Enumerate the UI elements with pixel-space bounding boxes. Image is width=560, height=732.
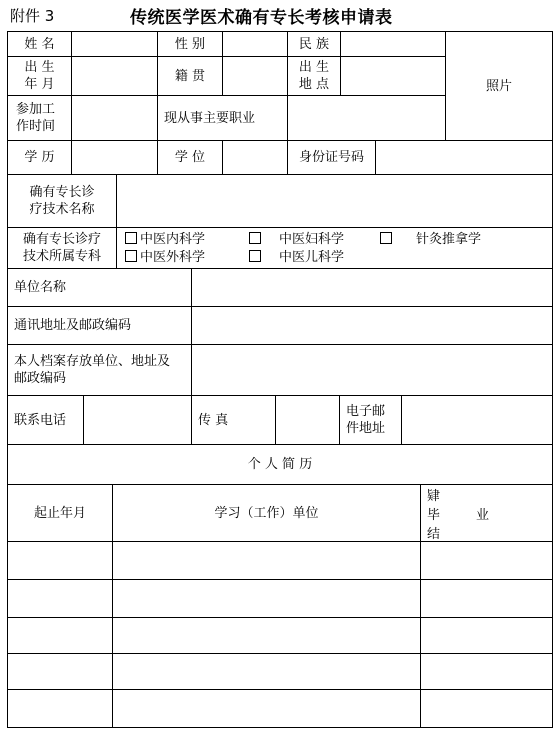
skill-name-field[interactable] bbox=[116, 174, 552, 227]
resume-cell[interactable] bbox=[7, 689, 112, 727]
ethnicity-field[interactable] bbox=[340, 31, 445, 56]
label-skill-name: 确有专长诊 疗技术名称 bbox=[7, 174, 116, 227]
label-education: 学 历 bbox=[7, 140, 71, 174]
resume-cell[interactable] bbox=[112, 617, 420, 653]
label-birthplace: 出 生 地 点 bbox=[287, 56, 340, 95]
label-occupation: 现从事主要职业 bbox=[157, 95, 287, 140]
fax-field[interactable] bbox=[275, 395, 339, 444]
label-skill-category: 确有专长诊疗 技术所属专科 bbox=[7, 227, 116, 268]
resume-cell[interactable] bbox=[420, 541, 552, 579]
completion-char: 毕 bbox=[427, 508, 441, 523]
label-phone: 联系电话 bbox=[7, 395, 83, 444]
checkbox[interactable] bbox=[125, 250, 137, 262]
degree-field[interactable] bbox=[222, 140, 287, 174]
resume-cell[interactable] bbox=[112, 579, 420, 617]
resume-cell[interactable] bbox=[420, 653, 552, 689]
label-name: 姓 名 bbox=[7, 31, 71, 56]
label-id-number: 身份证号码 bbox=[287, 140, 375, 174]
resume-cell[interactable] bbox=[7, 653, 112, 689]
birthplace-field[interactable] bbox=[340, 56, 445, 95]
completion-char: 结 bbox=[427, 527, 441, 542]
address-field[interactable] bbox=[191, 306, 552, 344]
resume-cell[interactable] bbox=[420, 579, 552, 617]
label-archive: 本人档案存放单位、地址及 邮政编码 bbox=[7, 344, 191, 395]
label-degree: 学 位 bbox=[157, 140, 222, 174]
resume-cell[interactable] bbox=[7, 617, 112, 653]
native-place-field[interactable] bbox=[222, 56, 287, 95]
checkbox[interactable] bbox=[249, 232, 261, 244]
education-field[interactable] bbox=[71, 140, 157, 174]
checkbox[interactable] bbox=[125, 232, 137, 244]
resume-cell[interactable] bbox=[7, 579, 112, 617]
gender-field[interactable] bbox=[222, 31, 287, 56]
label-employer: 单位名称 bbox=[7, 268, 191, 306]
label-address: 通讯地址及邮政编码 bbox=[7, 306, 191, 344]
label-ethnicity: 民 族 bbox=[287, 31, 340, 56]
completion-char: 业 bbox=[476, 508, 490, 523]
occupation-field[interactable] bbox=[287, 95, 445, 140]
work-start-field[interactable] bbox=[71, 95, 157, 140]
label-gender: 性 别 bbox=[157, 31, 222, 56]
checkbox[interactable] bbox=[380, 232, 392, 244]
attachment-label: 附件 3 bbox=[10, 7, 55, 25]
name-field[interactable] bbox=[71, 31, 157, 56]
specialty-option[interactable]: 中医外科学 bbox=[125, 246, 205, 265]
resume-cell[interactable] bbox=[112, 689, 420, 727]
specialty-option[interactable]: 针灸推拿学 bbox=[380, 228, 481, 247]
resume-cell[interactable] bbox=[420, 689, 552, 727]
id-number-field[interactable] bbox=[375, 140, 552, 174]
resume-cell[interactable] bbox=[7, 541, 112, 579]
col-period-header: 起止年月 bbox=[7, 484, 112, 541]
col-unit-header: 学习（工作）单位 bbox=[112, 484, 420, 541]
label-fax: 传 真 bbox=[191, 395, 275, 444]
specialty-option[interactable]: 中医内科学 bbox=[125, 228, 205, 247]
checkbox[interactable] bbox=[249, 250, 261, 262]
phone-field[interactable] bbox=[83, 395, 191, 444]
birth-date-field[interactable] bbox=[71, 56, 157, 95]
resume-heading: 个 人 简 历 bbox=[7, 444, 552, 484]
employer-field[interactable] bbox=[191, 268, 552, 306]
specialty-option[interactable]: 中医儿科学 bbox=[249, 246, 344, 265]
email-field[interactable] bbox=[401, 395, 552, 444]
form-title: 传统医学医术确有专长考核申请表 bbox=[130, 8, 393, 28]
label-email: 电子邮 件地址 bbox=[339, 395, 401, 444]
completion-char: 肄 bbox=[427, 489, 441, 504]
resume-cell[interactable] bbox=[112, 541, 420, 579]
label-native-place: 籍 贯 bbox=[157, 56, 222, 95]
archive-field[interactable] bbox=[191, 344, 552, 395]
specialty-option[interactable]: 中医妇科学 bbox=[249, 228, 344, 247]
resume-cell[interactable] bbox=[112, 653, 420, 689]
resume-cell[interactable] bbox=[420, 617, 552, 653]
label-work-start: 参加工 作时间 bbox=[7, 95, 71, 140]
label-birth-date: 出 生 年 月 bbox=[7, 56, 71, 95]
photo-box[interactable]: 照片 bbox=[445, 31, 552, 140]
